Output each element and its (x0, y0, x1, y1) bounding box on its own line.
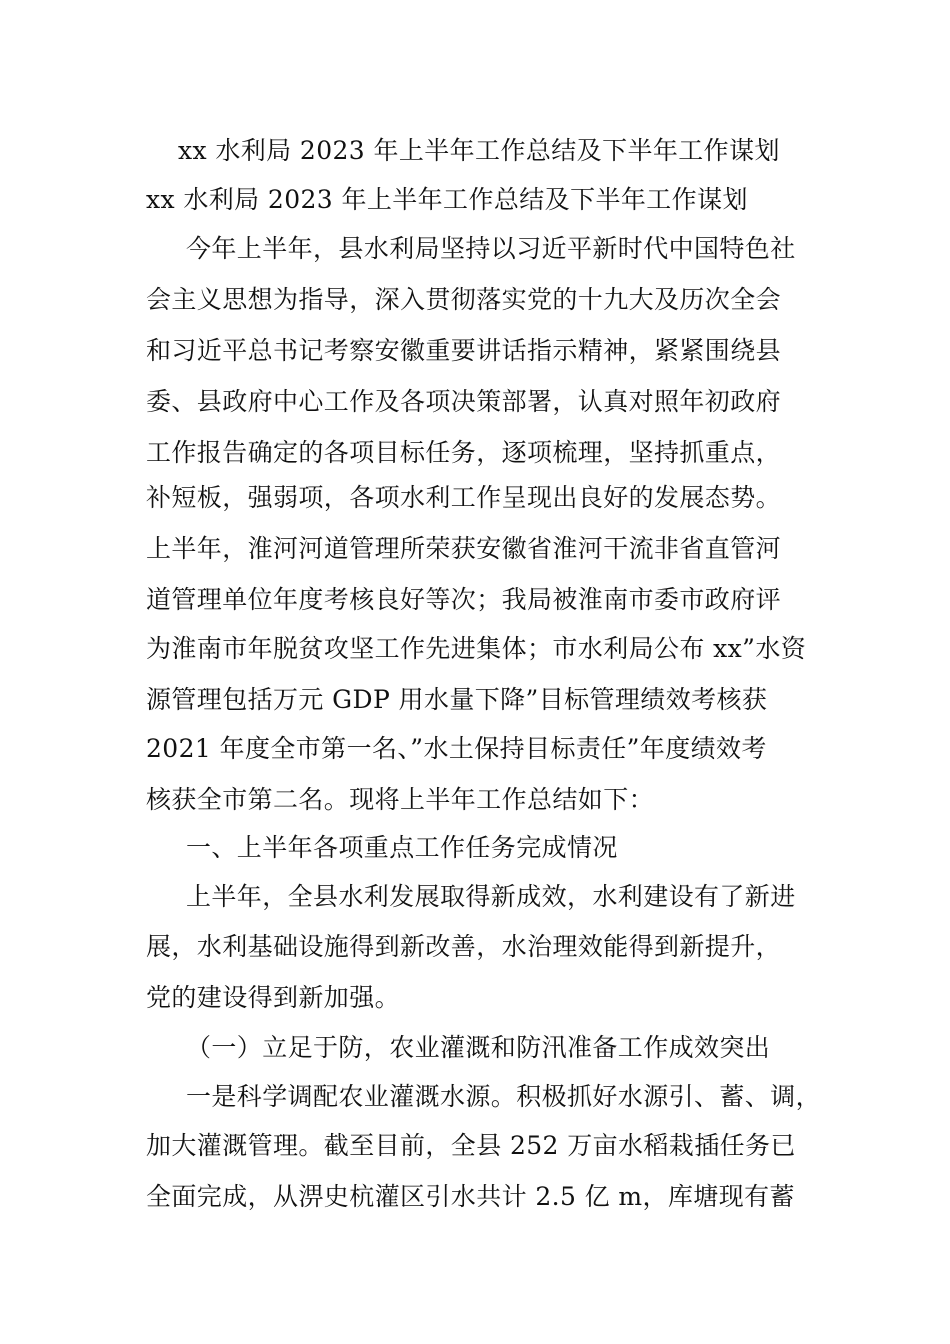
paragraph-line: 源管理包括万元 GDP 用水量下降”目标管理绩效考核获 (146, 685, 768, 714)
paragraph-line: 委、县政府中心工作及各项决策部署，认真对照年初政府 (146, 387, 782, 416)
paragraph-line: 上半年，淮河河道管理所荣获安徽省淮河干流非省直管河 (146, 534, 782, 563)
paragraph-line: 今年上半年，县水利局坚持以习近平新时代中国特色社 (186, 234, 796, 263)
paragraph-line: 展，水利基础设施得到新改善，水治理效能得到新提升， (146, 932, 782, 961)
document-title: xx 水利局 2023 年上半年工作总结及下半年工作谋划 (178, 136, 780, 165)
subsection-heading: （一）立足于防，农业灌溉和防汛准备工作成效突出 (186, 1033, 771, 1062)
paragraph-line: 为淮南市年脱贫攻坚工作先进集体；市水利局公布 xx”水资 (146, 634, 807, 663)
paragraph-line: 道管理单位年度考核良好等次；我局被淮南市委市政府评 (146, 585, 782, 614)
section-heading: 一、上半年各项重点工作任务完成情况 (186, 833, 618, 862)
paragraph-line: 会主义思想为指导，深入贯彻落实党的十九大及历次全会 (146, 285, 782, 314)
paragraph-line: 补短板，强弱项，各项水利工作呈现出良好的发展态势。 (146, 483, 782, 512)
paragraph-line: 加大灌溉管理。截至目前，全县 252 万亩水稻栽插任务已 (146, 1131, 796, 1160)
paragraph-line: 全面完成，从淠史杭灌区引水共计 2.5 亿 m，库塘现有蓄 (146, 1182, 795, 1211)
paragraph-line: 核获全市第二名。现将上半年工作总结如下： (146, 785, 655, 814)
paragraph-line: 上半年，全县水利发展取得新成效，水利建设有了新进 (186, 882, 796, 911)
paragraph-line: 和习近平总书记考察安徽重要讲话指示精神，紧紧围绕县 (146, 336, 782, 365)
paragraph-line: 工作报告确定的各项目标任务，逐项梳理，坚持抓重点， (146, 438, 782, 467)
document-subtitle: xx 水利局 2023 年上半年工作总结及下半年工作谋划 (146, 185, 748, 214)
paragraph-line: 2021 年度全市第一名、”水土保持目标责任”年度绩效考 (146, 734, 767, 763)
paragraph-line: 党的建设得到新加强。 (146, 983, 401, 1012)
paragraph-line: 一是科学调配农业灌溉水源。积极抓好水源引、蓄、调， (186, 1082, 822, 1111)
